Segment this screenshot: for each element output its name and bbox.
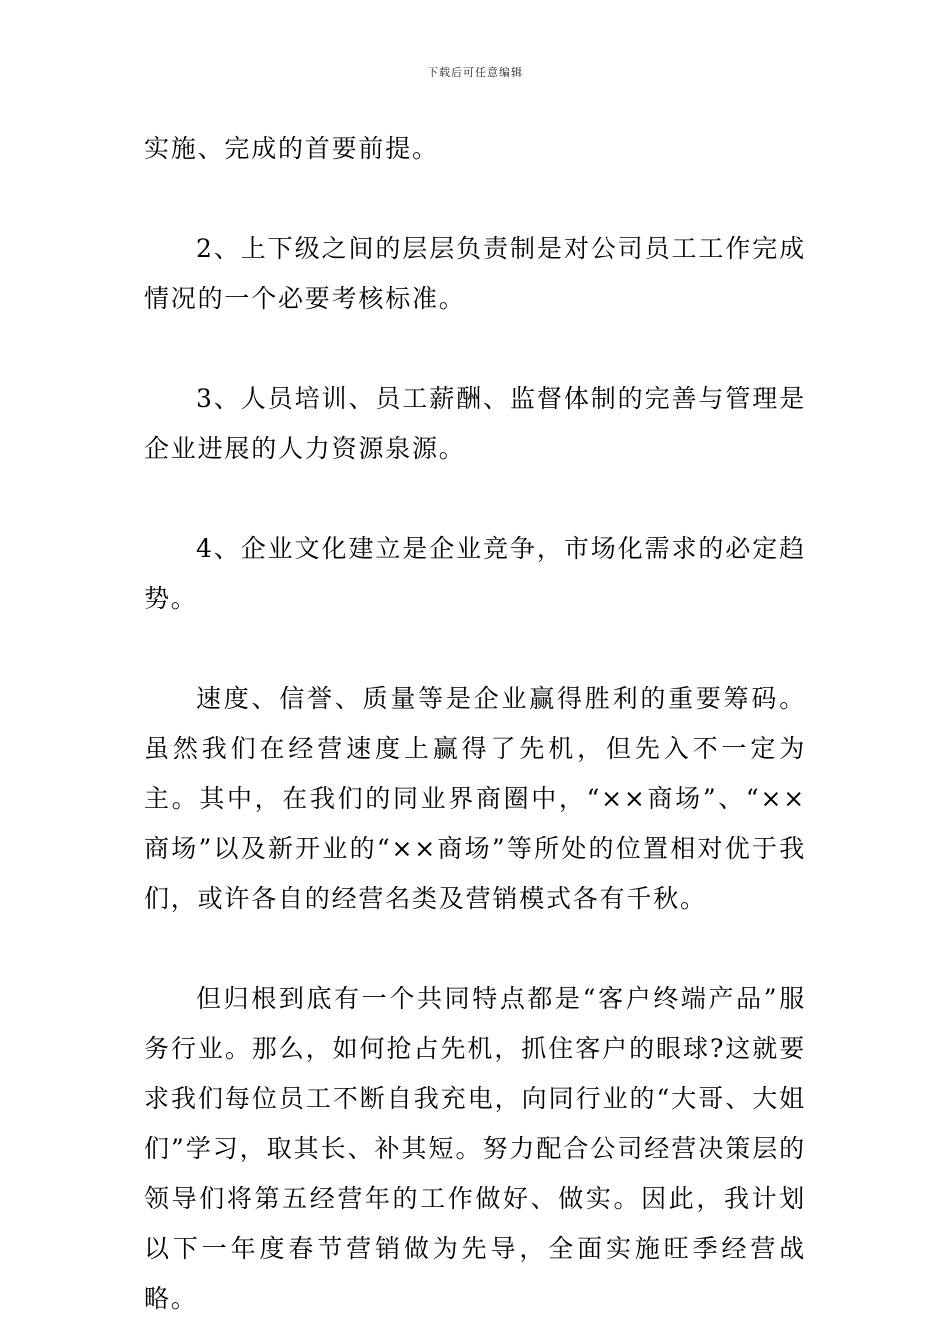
document-body — [144, 124, 806, 1324]
paragraph-item-3: 3、人员培训、员工薪酬、监督体制的完善与管理是企业进展的人力资源泉源。 — [144, 384, 806, 463]
page-header: 下载后可任意编辑 — [427, 66, 523, 79]
paragraph-continuation: 实施、完成的首要前提。 — [144, 134, 439, 163]
paragraph-strategy: 但归根到底有一个共同特点都是“客户终端产品”服务行业。那么，如何抢占先机，抓住客户的眼球?这就要求我们每位员工不断自我充电，向同行业的“大哥、大姐们”学习，取其长、补其短。努力配合公司经营决策层的领导们将第五经营年的工作做好、做实。因此，我计划以下一年度春节营销做为先导，全面实施旺季经营战略。 — [144, 984, 806, 1313]
paragraph-competition: 速度、信誉、质量等是企业赢得胜利的重要筹码。虽然我们在经营速度上赢得了先机，但先入不一定为主。其中，在我们的同业界商圈中，“××商场”、“××商场”以及新开业的“××商场”等所处的位置相对优于我们，或许各自的经营名类及营销模式各有千秋。 — [144, 684, 806, 913]
paragraph-item-2: 2、上下级之间的层层负责制是对公司员工工作完成情况的一个必要考核标准。 — [144, 234, 806, 313]
paragraph-item-4: 4、企业文化建立是企业竞争，市场化需求的必定趋势。 — [144, 534, 806, 613]
